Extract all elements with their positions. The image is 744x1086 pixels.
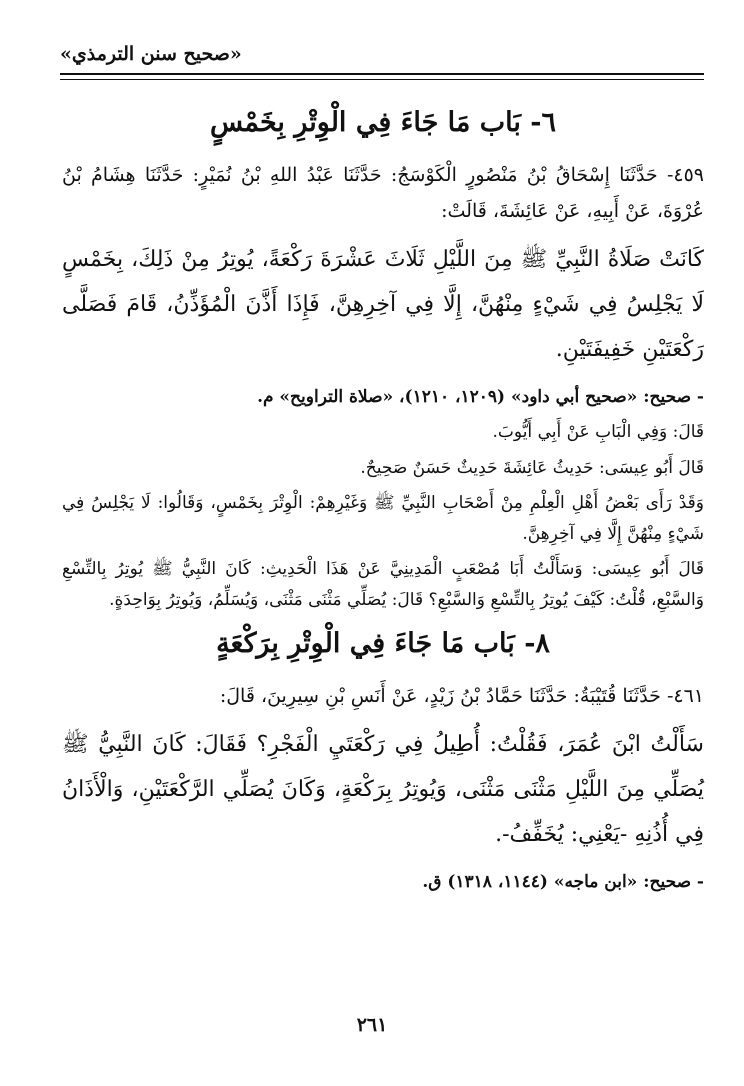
chapter-8: [62, 624, 704, 899]
hadith-grade: - صحيح: «ابن ماجه» (١١٤٤، ١٣١٨) ق.: [422, 872, 704, 892]
page-number: ٢٦١: [356, 1014, 388, 1036]
hadith-text: سَأَلْتُ ابْنَ عُمَرَ، فَقُلْتُ: أُطِيلُ فِي رَكْعَتَيِ الْفَجْرِ؟ فَقَالَ: كَانَ النَّبِيُّ ﷺ يُصَلِّي مِنَ اللَّيْلِ مَثْنَى مَثْنَى، وَيُوتِرُ بِرَكْعَةٍ، وَكَانَ يُصَلِّي الرَّكْعَتَيْنِ، وَالْأَذَانُ فِي أُذُنِهِ -يَعْنِي: يُخَفِّفُ-.: [62, 732, 704, 847]
hadith-grade: - صحيح: «صحيح أبي داود» (١٢٠٩، ١٢١٠)، «صلاة التراويح» م.: [257, 387, 704, 407]
commentary-line: قَالَ: وَفِي الْبَابِ عَنْ أَبِي أَيُّوبَ.: [492, 422, 704, 442]
hadith-isnad: ٤٥٩- حَدَّثَنَا إِسْحَاقُ بْنُ مَنْصُورٍ الْكَوْسَجُ: حَدَّثَنَا عَبْدُ اللهِ بْنُ نُمَيْرٍ: حَدَّثَنَا هِشَامُ بْنُ عُرْوَةَ، عَنْ أَبِيهِ، عَنْ عَائِشَةَ، قَالَتْ:: [62, 164, 704, 222]
header-rule-thin: [60, 79, 704, 80]
chapter-6: [62, 103, 704, 616]
hadith-text: كَانَتْ صَلَاةُ النَّبِيِّ ﷺ مِنَ اللَّيْلِ ثَلَاثَ عَشْرَةَ رَكْعَةً، يُوتِرُ مِنْ ذَلِكَ، بِخَمْسٍ لَا يَجْلِسُ فِي شَيْءٍ مِنْهُنَّ، إِلَّا فِي آخِرِهِنَّ، فَإِذَا أَذَّنَ الْمُؤَذِّنُ، قَامَ فَصَلَّى رَكْعَتَيْنِ خَفِيفَتَيْنِ.: [62, 247, 704, 362]
header-rule-thick: [60, 73, 704, 75]
chapter-title: ٨- بَاب مَا جَاءَ فِي الْوِتْرِ بِرَكْعَةٍ: [216, 628, 550, 659]
commentary-paragraph: وَقَدْ رَأَى بَعْضُ أَهْلِ الْعِلْمِ مِنْ أَصْحَابِ النَّبِيِّ ﷺ وَغَيْرِهِمْ: الْوِتْرَ بِخَمْسٍ، وَقَالُوا: لَا يَجْلِسُ فِي شَيْءٍ مِنْهُنَّ إِلَّا فِي آخِرِهِنَّ.: [62, 493, 704, 544]
hadith-isnad: ٤٦١- حَدَّثَنَا قُتَيْبَةُ: حَدَّثَنَا حَمَّادُ بْنُ زَيْدٍ، عَنْ أَنَسِ بْنِ سِيرِينَ، قَالَ:: [219, 685, 704, 707]
chapter-title: ٦- بَاب مَا جَاءَ فِي الْوِتْرِ بِخَمْسٍ: [209, 107, 557, 138]
commentary-line: قَالَ أَبُو عِيسَى: حَدِيثُ عَائِشَةَ حَدِيثٌ حَسَنٌ صَحِيحٌ.: [360, 458, 704, 478]
page-content: [62, 95, 704, 901]
running-header: «صحيح سنن الترمذي»: [60, 43, 242, 65]
commentary-paragraph: قَالَ أَبُو عِيسَى: وَسَأَلْتُ أَبَا مُصْعَبٍ الْمَدِينِيَّ عَنْ هَذَا الْحَدِيثِ: كَانَ النَّبِيُّ ﷺ يُوتِرُ بِالتِّسْعِ وَالسَّبْعِ، قُلْتُ: كَيْفَ يُوتِرُ بِالتِّسْعِ وَالسَّبْعِ؟ قَالَ: يُصَلِّي مَثْنَى مَثْنَى، وَيُسَلِّمُ، وَيُوتِرُ بِوَاحِدَةٍ.: [62, 559, 704, 610]
